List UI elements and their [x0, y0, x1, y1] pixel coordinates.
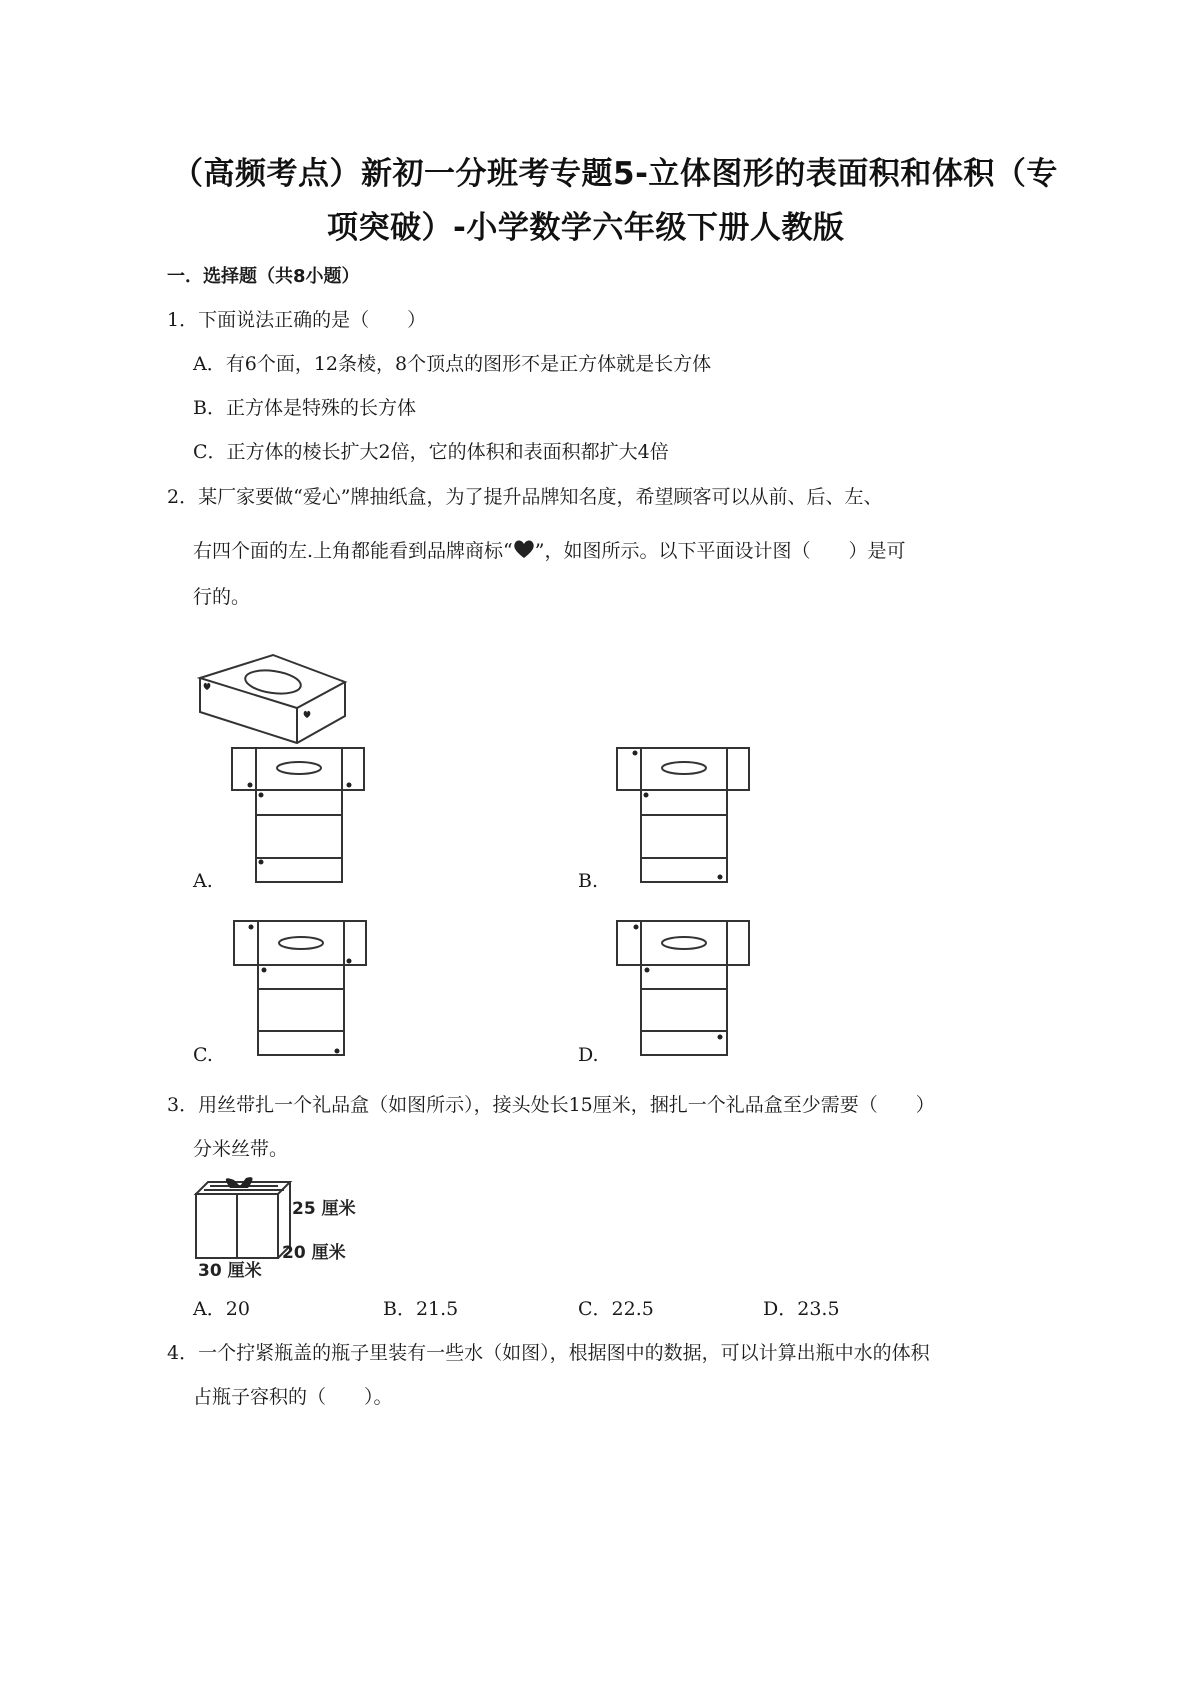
question-3-line-2: 分米丝带。	[193, 1138, 289, 1160]
option-label: B．	[383, 1298, 416, 1320]
heart-logo-icon	[513, 539, 535, 559]
question-2-line-2	[193, 536, 905, 563]
tissue-box-figure	[195, 650, 355, 750]
question-text: 用丝带扎一个礼品盒（如图所示），接头处长15厘米，捆扎一个礼品盒至少需要（ ）	[198, 1094, 935, 1116]
option-text: 有6个面，12条棱，8个顶点的图形不是正方体就是长方体	[225, 353, 712, 375]
question-text: 一个拧紧瓶盖的瓶子里装有一些水（如图），根据图中的数据，可以计算出瓶中水的体积	[198, 1342, 930, 1364]
question-3-option-b	[383, 1294, 458, 1321]
section-heading: 一．选择题（共8小题）	[167, 266, 360, 287]
option-text: 22.5	[611, 1298, 654, 1320]
question-number: 4．	[167, 1342, 199, 1364]
option-a-label: A.	[193, 870, 213, 892]
net-option-b	[615, 740, 755, 890]
option-label: C．	[193, 441, 227, 463]
option-text: 20	[225, 1298, 250, 1320]
question-1-option-c	[193, 437, 669, 464]
question-3-option-d	[763, 1294, 840, 1321]
question-3-option-a	[193, 1294, 250, 1321]
width-label: 30 厘米	[198, 1261, 262, 1281]
document-title-line-1: （高频考点）新初一分班考专题5-立体图形的表面积和体积（专	[172, 156, 1058, 192]
question-text: 下面说法正确的是（ ）	[198, 309, 427, 331]
question-number: 3．	[167, 1094, 199, 1116]
depth-label: 20 厘米	[282, 1243, 346, 1263]
question-number: 2．	[167, 486, 199, 508]
height-label: 25 厘米	[292, 1199, 356, 1219]
question-4-line-1	[167, 1338, 930, 1365]
option-b-label: B.	[578, 870, 599, 892]
question-3-option-c	[578, 1294, 654, 1321]
option-text: 23.5	[797, 1298, 840, 1320]
option-text: 正方体是特殊的长方体	[225, 397, 416, 419]
net-option-a	[230, 740, 370, 890]
document-title-line-2: 项突破）-小学数学六年级下册人教版	[327, 210, 845, 246]
option-label: C．	[578, 1298, 612, 1320]
question-number: 1．	[167, 309, 199, 331]
gift-box-figure	[190, 1170, 370, 1285]
option-label: D．	[763, 1298, 798, 1320]
question-2-line-1	[167, 482, 883, 509]
question-text: 右四个面的左.上角都能看到品牌商标“	[193, 540, 513, 562]
question-1-option-b	[193, 393, 416, 420]
question-2-line-3: 行的。	[193, 586, 251, 608]
question-1-option-a	[193, 349, 711, 376]
question-4-line-2: 占瓶子容积的（ ）。	[193, 1386, 393, 1408]
question-3-line-1	[167, 1090, 935, 1117]
option-label: A．	[193, 1298, 226, 1320]
question-text: ”，如图所示。以下平面设计图（ ）是可	[534, 540, 906, 562]
option-c-label: C.	[193, 1044, 213, 1066]
option-label: B．	[193, 397, 226, 419]
net-option-c	[232, 913, 372, 1063]
option-label: A．	[193, 353, 226, 375]
question-1	[167, 305, 426, 332]
option-text: 正方体的棱长扩大2倍，它的体积和表面积都扩大4倍	[226, 441, 669, 463]
option-text: 21.5	[415, 1298, 459, 1320]
net-option-d	[615, 913, 755, 1063]
question-text: 某厂家要做“爱心”牌抽纸盒，为了提升品牌知名度，希望顾客可以从前、后、左、	[198, 486, 883, 508]
option-d-label: D.	[578, 1044, 599, 1066]
